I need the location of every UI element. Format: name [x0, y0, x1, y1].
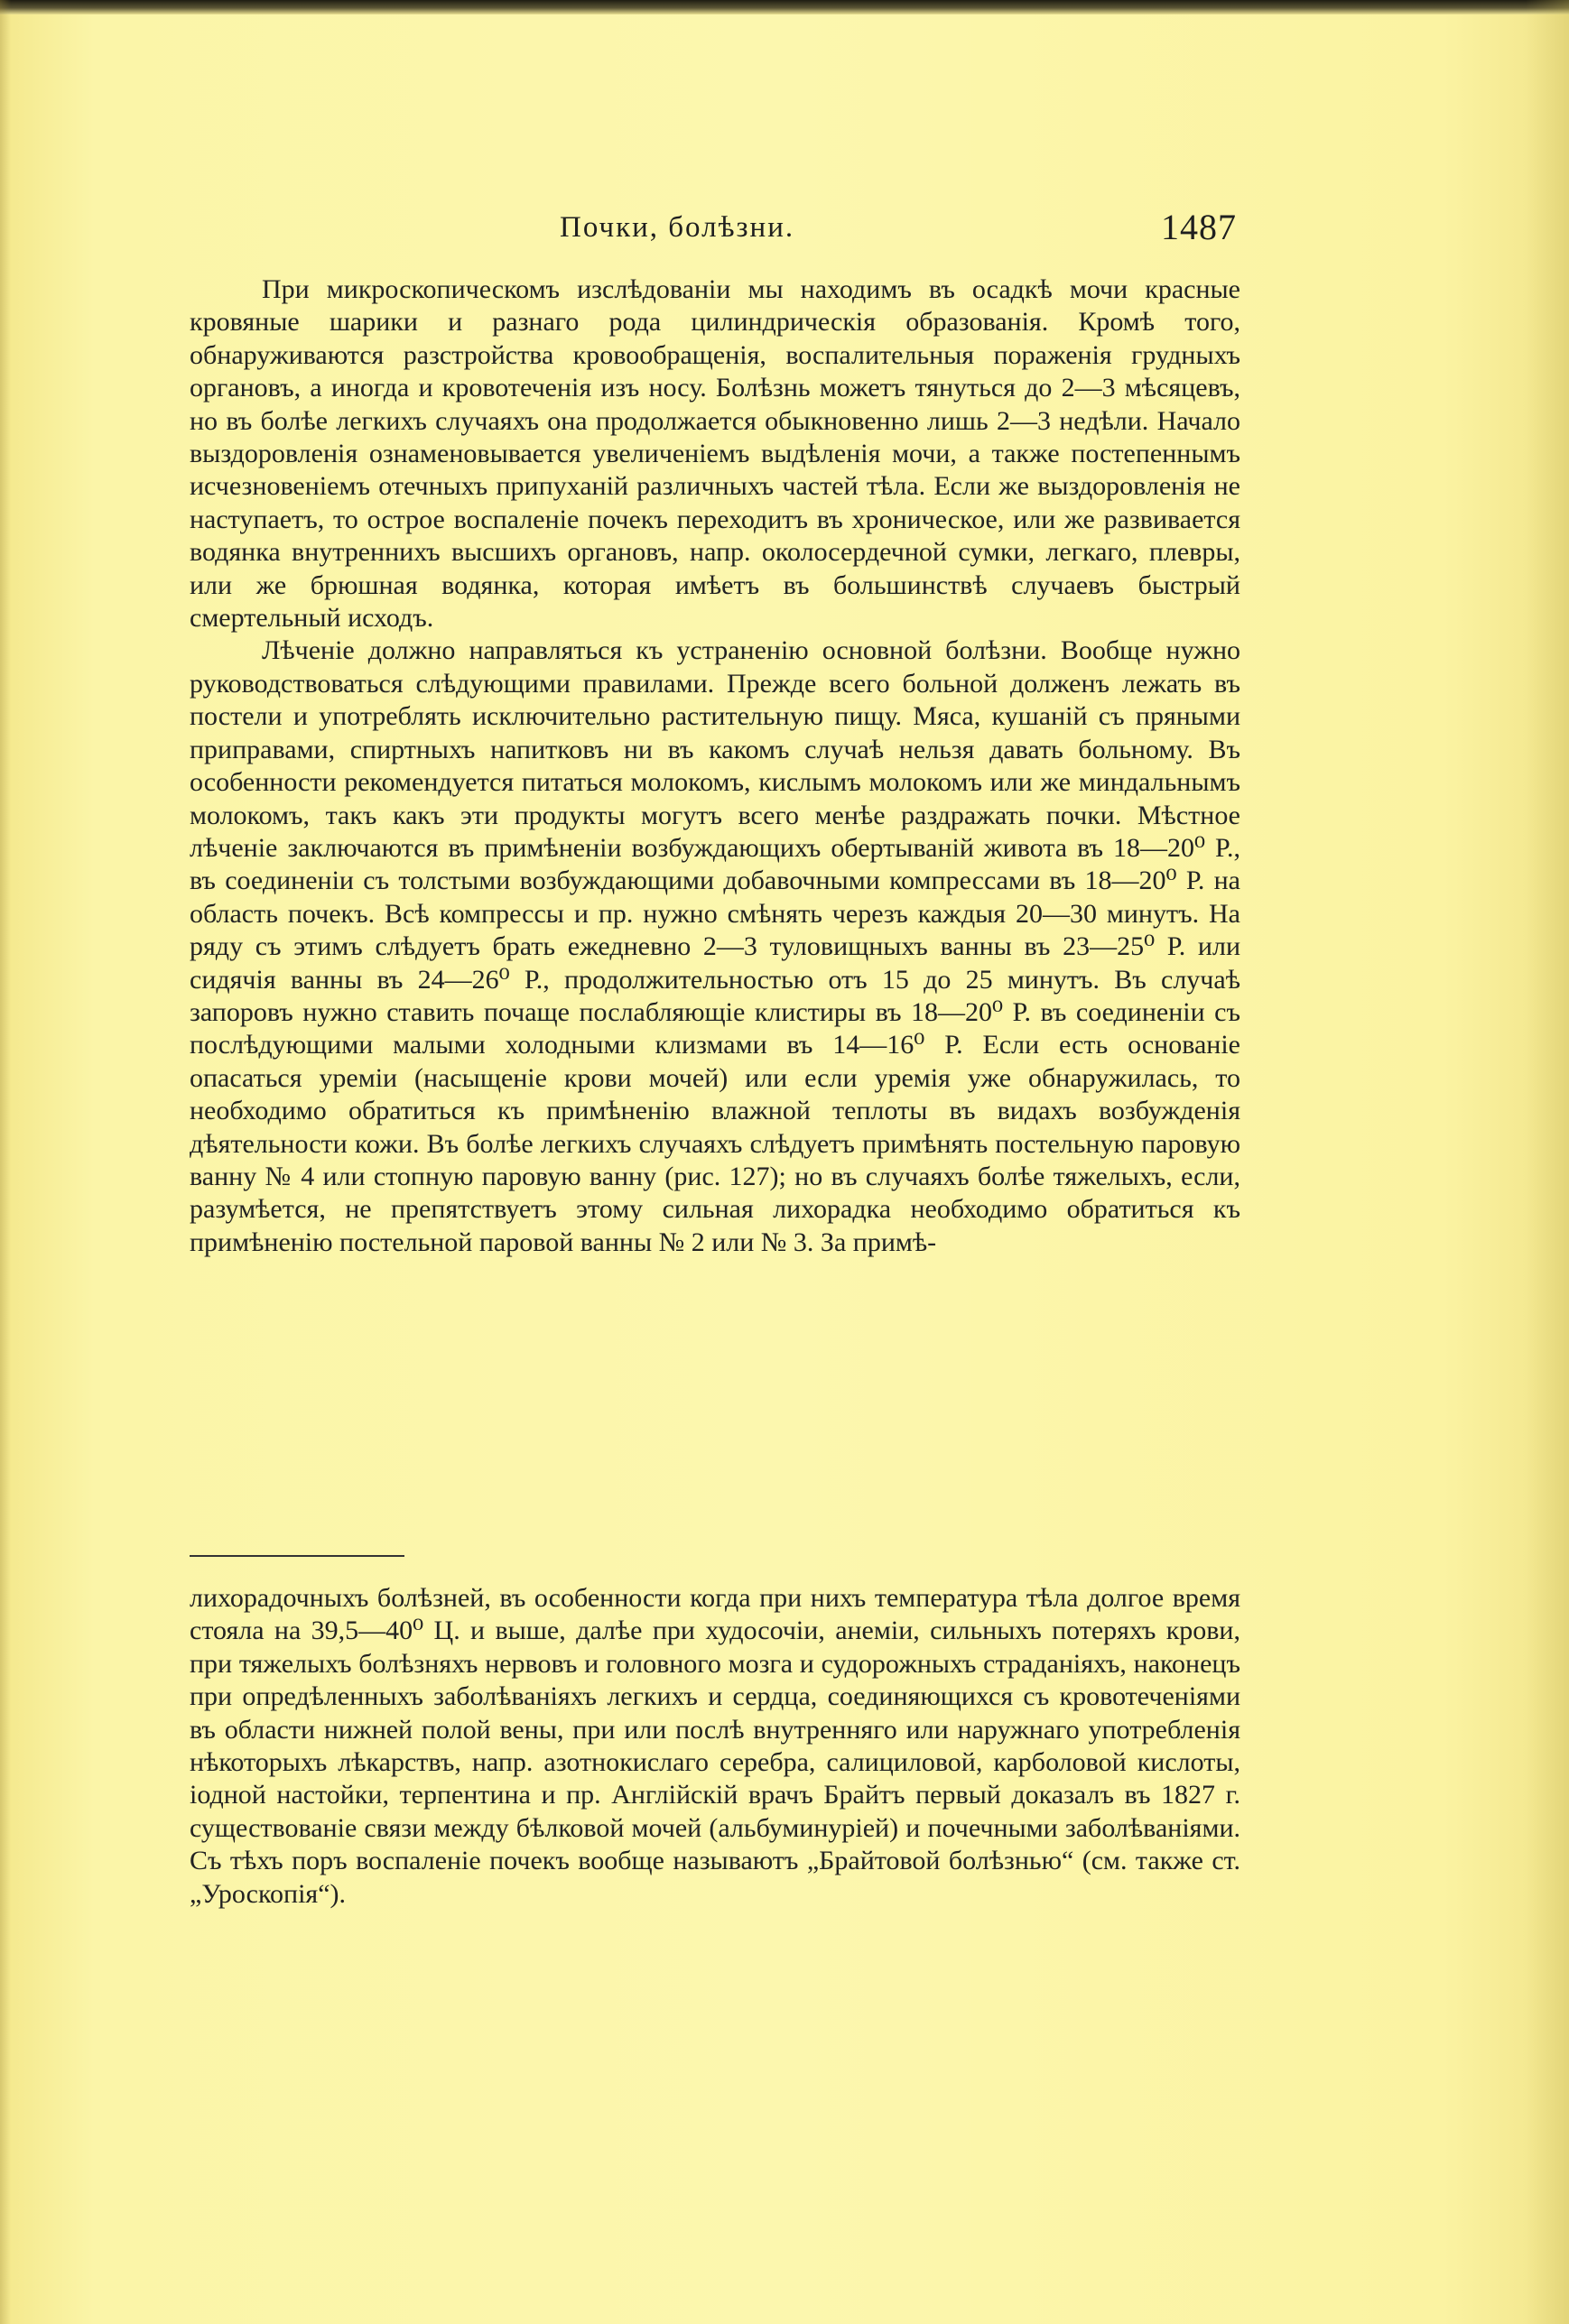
- footnote-text: лихорадочныхъ болѣзней, въ особенности когда при нихъ температура тѣла долгое время стояла на 39,5—40⁰ Ц. и выше, далѣе при худосочіи, анеміи, сильныхъ потеряхъ крови, при тяжелыхъ болѣзняхъ нервовъ и головного мозга и судорожныхъ страданіяхъ, наконецъ при опредѣленныхъ заболѣваніяхъ легкихъ и сердца, соединяющихся съ кровотеченіями въ области нижней полой вены, при или послѣ внутренняго или наружнаго употребленія нѣкоторыхъ лѣкарствъ, напр. азотнокислаго серебра, салициловой, карболовой кислоты, іодной настойки, терпентина и пр. Англійскій врачъ Брайтъ первый доказалъ въ 1827 г. существованіе связи между бѣлковой мочей (альбуминуріей) и почечными заболѣваніями. Съ тѣхъ поръ воспаленіе почекъ вообще называютъ „Брайтовой болѣзнью“ (см. также ст. „Уроскопія“).: [190, 1583, 1240, 1909]
- page-left-edge: [0, 0, 11, 2324]
- running-header: [190, 206, 1237, 251]
- page-top-edge: [0, 0, 1569, 14]
- body-paragraph: При микроскопическомъ изслѣдованіи мы находимъ въ осадкѣ мочи красные кровяные шарики и разнаго рода цилиндрическія образованія. Кромѣ того, обнаруживаются разстройства кровообращенія, воспалительныя пораженія грудныхъ органовъ, а иногда и кровотеченія изъ носу. Болѣзнь можетъ тянуться до 2—3 мѣсяцевъ, но въ болѣе легкихъ случаяхъ она продолжается обыкновенно лишь 2—3 недѣли. Начало выздоровленія ознаменовывается увеличеніемъ выдѣленія мочи, а также постепеннымъ исчезновеніемъ отечныхъ припуханій различныхъ частей тѣла. Если же выздоровленія не наступаетъ, то острое воспаленіе почекъ переходитъ въ хроническое, или же развивается водянка внутреннихъ высшихъ органовъ, напр. околосердечной сумки, легкаго, плевры, или же брюшная водянка, которая имѣетъ въ большинствѣ случаевъ быстрый смертельный исходъ.: [190, 274, 1240, 634]
- page-right-edge: [1526, 0, 1569, 2324]
- body-paragraph: Лѣченіе должно направляться къ устраненію основной болѣзни. Вообще нужно руководствоваться слѣдующими правилами. Прежде всего больной долженъ лежать въ постели и употреблять исключительно растительную пищу. Мяса, кушаній съ пряными приправами, спиртныхъ напитковъ ни въ какомъ случаѣ нельзя давать больному. Въ особенности рекомендуется питаться молокомъ, кислымъ молокомъ или же миндальнымъ молокомъ, такъ какъ эти продукты могутъ всего менѣе раздражать почки. Мѣстное лѣченіе заключаются въ примѣненіи возбуждающихъ обертываній живота въ 18—20⁰ Р., въ соединеніи съ толстыми возбуждающими добавочными компрессами въ 18—20⁰ Р. на область почекъ. Всѣ компрессы и пр. нужно смѣнять черезъ каждыя 20—30 минутъ. На ряду съ этимъ слѣдуетъ брать ежедневно 2—3 туловищныхъ ванны въ 23—25⁰ Р. или сидячія ванны въ 24—26⁰ Р., продолжительностью отъ 15 до 25 минутъ. Въ случаѣ запоровъ нужно ставить почаще послабляющіе клистиры въ 18—20⁰ Р. въ соединеніи съ послѣдующими малыми холодными клизмами въ 14—16⁰ Р. Если есть основаніе опасаться уреміи (насыщеніе крови мочей) или если уремія уже обнаружилась, то необходимо обратиться къ примѣненію влажной теплоты въ видахъ возбужденія дѣятельности кожи. Въ болѣе легкихъ случаяхъ слѣдуетъ примѣнять постельную паровую ванну № 4 или стопную паровую ванну (рис. 127); но въ случаяхъ болѣе тяжелыхъ, если, разумѣется, не препятствуетъ этому сильная лихорадка необходимо обратиться къ примѣненію постельной паровой ванны № 2 или № 3. За примѣ-: [190, 635, 1240, 1257]
- footnote: [190, 1582, 1240, 1911]
- page-number: 1487: [1161, 207, 1237, 247]
- running-title: Почки, болѣзни.: [560, 211, 795, 244]
- main-text: [190, 273, 1240, 1259]
- footnote-divider: [190, 1555, 404, 1557]
